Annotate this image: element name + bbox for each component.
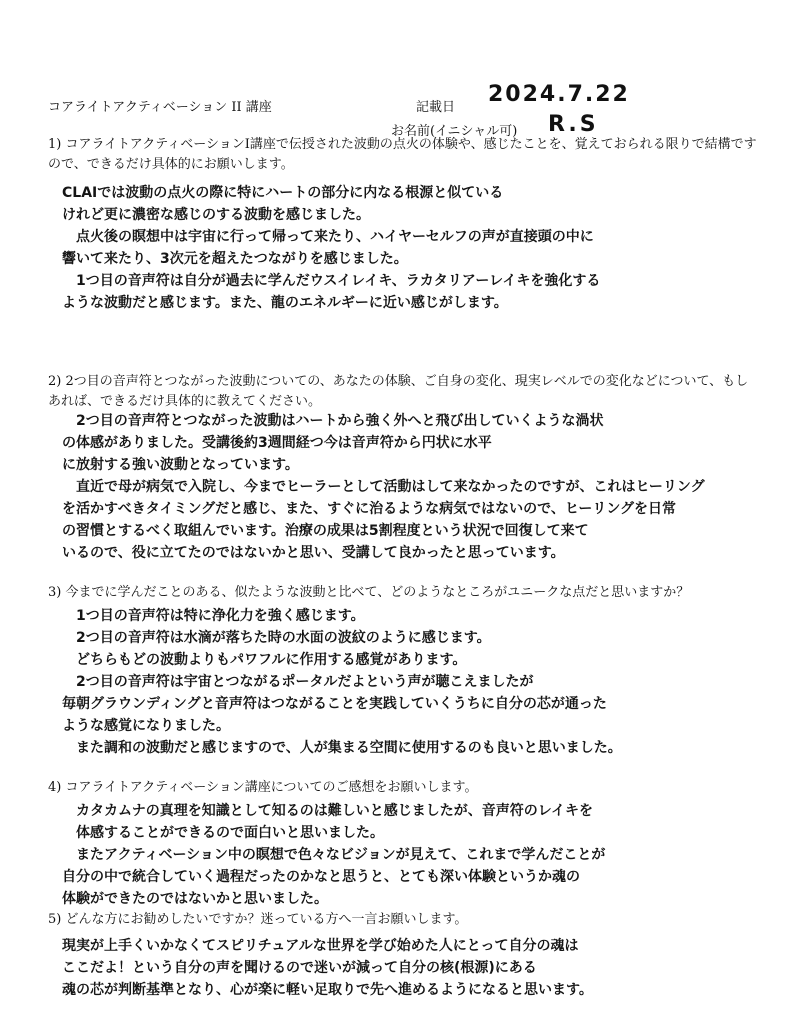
answer-line: ような感覚になりました。: [62, 718, 230, 734]
answer-line: 魂の芯が判断基準となり、心が楽に軽い足取りで先へ進めるようになると思います。: [62, 982, 593, 998]
answer-line: カタカムナの真理を知識として知るのは難しいと感じましたが、音声符のレイキを: [76, 803, 594, 819]
answer-line: また調和の波動だと感じますので、人が集まる空間に使用するのも良いと思いました。: [76, 740, 622, 756]
answer-line: いるので、役に立てたのではないかと思い、受講して良かったと思っています。: [62, 545, 565, 561]
date-label: 記載日: [416, 100, 456, 115]
answer-line: またアクティベーション中の瞑想で色々なビジョンが見えて、これまで学んだことが: [76, 847, 606, 863]
answer-line: 2つ目の音声符とつながった波動はハートから強く外へと飛び出していくような渦状: [76, 413, 604, 429]
answer-1: [62, 182, 742, 314]
answer-line: 2つ目の音声符は水滴が落ちた時の水面の波紋のように感じます。: [76, 630, 491, 646]
answer-line: 点火後の瞑想中は宇宙に行って帰って来たり、ハイヤーセルフの声が直接頭の中に: [76, 229, 594, 245]
answer-line: 体感することができるので面白いと思いました。: [76, 825, 384, 841]
answer-line: ここだよ！という自分の声を聞けるので迷いが減って自分の核(根源)にある: [62, 960, 537, 976]
answer-line: ような波動だと感じます。また、龍のエネルギーに近い感じがします。: [62, 295, 508, 311]
answer-2: [62, 410, 742, 564]
answer-line: けれど更に濃密な感じのする波動を感じました。: [62, 207, 370, 223]
answer-line: 毎朝グラウンディングと音声符はつながることを実践していくうちに自分の芯が通った: [62, 696, 607, 712]
form-title: コアライトアクティベーション II 講座: [48, 100, 272, 115]
question-1: 1) コアライトアクティベーションI講座で伝授された波動の点火の体験や、感じたことを、覚えておられる限りで結構ですので、できるだけ具体的にお願いします。: [48, 137, 757, 172]
answer-line: 体験ができたのではないかと思いました。: [62, 891, 328, 907]
answer-line: の習慣とするべく取組んでいます。治療の成果は5割程度という状況で回復して来て: [62, 523, 589, 539]
answer-4: [62, 800, 742, 910]
name-handwritten: R.S: [548, 112, 599, 137]
answer-line: 響いて来たり、3次元を超えたつながりを感じました。: [62, 251, 408, 267]
answer-line: 自分の中で統合していく過程だったのかなと思うと、とても深い体験というか魂の: [62, 869, 580, 885]
name-label: お名前(イニシャル可): [391, 124, 518, 139]
answer-line: CLAⅠでは波動の点火の際に特にハートの部分に内なる根源と似ている: [62, 185, 504, 201]
answer-line: 1つ目の音声符は特に浄化力を強く感じます。: [76, 608, 365, 624]
answer-line: 2つ目の音声符は宇宙とつながるポータルだよという声が聴こえましたが: [76, 674, 534, 690]
answer-line: の体感がありました。受講後約3週間経つ今は音声符から円状に水平: [62, 435, 492, 451]
answer-line: 現実が上手くいかなくてスピリチュアルな世界を学び始めた人にとって自分の魂は: [62, 938, 579, 954]
answer-line: どちらもどの波動よりもパワフルに作用する感覚があります。: [76, 652, 467, 668]
answer-line: を活かすべきタイミングだと感じ、また、すぐに治るような病気ではないので、ヒーリングを日常: [62, 501, 677, 517]
question-3: 3) 今までに学んだことのある、似たような波動と比べて、どのようなところがユニークな点だと思いますか？: [48, 585, 690, 600]
answer-3: [62, 605, 742, 759]
question-5: 5) どんな方にお勧めしたいですか？迷っている方へ一言お願いします。: [48, 912, 468, 927]
answer-line: 直近で母が病気で入院し、今までヒーラーとして活動はして来なかったのですが、これはヒーリング: [76, 479, 705, 495]
answer-5: [62, 935, 742, 1001]
date-handwritten: 2024.7.22: [488, 82, 630, 107]
answer-line: 1つ目の音声符は自分が過去に学んだウスイレイキ、ラカタリアーレイキを強化する: [76, 273, 601, 289]
question-4: 4) コアライトアクティベーション講座についてのご感想をお願いします。: [48, 780, 478, 795]
question-2: 2) 2つ目の音声符とつながった波動についての、あなたの体験、ご自身の変化、現実レベルでの変化などについて、もしあれば、できるだけ具体的に教えてください。: [48, 374, 749, 409]
answer-line: に放射する強い波動となっています。: [62, 457, 299, 473]
